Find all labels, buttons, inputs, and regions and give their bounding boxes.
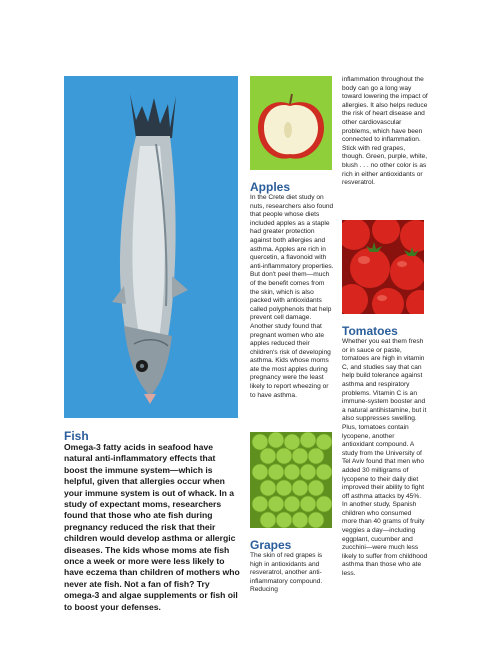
fish-heading: Fish	[64, 429, 89, 443]
fish-body: Omega-3 fatty acids in seafood have natural anti-inflammatory effects that boost the immune system—which is helpful, given that allergies occur when your immune system is out of whack. In a study of expectant moms, researchers found that those who ate fish during pregnancy reduced the risk that their children would develop asthma or allergic diseases. The kids whose moms ate fish once a week or more were less likely to have eczema than children of mothers who never ate fish. Not a fan of fish? Try omega-3 and algae supplements or fish oil to boost your defenses.	[64, 442, 240, 612]
tomatoes-heading: Tomatoes	[342, 324, 398, 338]
tomatoes-body: Whether you eat them fresh or in sauce or paste, tomatoes are high in vitamin C, and studies say that can help build tolerance against asthma and respiratory problems. Vitamin C is an immune-system booster and a natural antihistamine, but it also suppresses swelling. Plus, tomatoes contain lycopene, another antioxidant compound. A study from the University of Tel Aviv found that men who added 30 milligrams of lycopene to their daily diet improved their ability to fight off asthma attacks by 45%. In another study, Spanish children who consumed more than 40 grams of fruity veggies a day—including eggplant, cucumber and zucchini—were much less likely to suffer from childhood asthma than those who ate less.	[342, 338, 428, 578]
apples-heading: Apples	[250, 180, 291, 194]
grapes-photo	[250, 432, 332, 528]
apples-body: In the Crete diet study on nuts, researchers also found that people whose diets included apples as a staple had greater protection against both allergies and asthma. Apples are rich in quercetin, a flavonoid with anti-inflammatory properties. But don't peel them—much of the benefit comes from the skin, which is also packed with antioxidants called polyphenols that help prevent cell damage. Another study found that pregnant women who ate apples reduced their children's risk of developing asthma. Kids whose moms ate the most apples during pregnancy were the least likely to report wheezing or to have asthma.	[250, 194, 334, 399]
grapes-body: The skin of red grapes is high in antioxidants and resveratrol, another anti-inflammatory compound. Reducing	[250, 552, 323, 594]
tomato-photo	[342, 220, 424, 314]
apple-photo	[250, 76, 332, 170]
grapes-continued-body: inflammation throughout the body can go a long way toward lowering the impact of allergies. It also helps reduce the risk of heart disease and other cardiovascular problems, which have been connected to inflammation. Stick with red grapes, though. Green, purple, white, blush . . . no other color is as rich in either antioxidants or resveratrol.	[342, 76, 428, 187]
grapes-heading: Grapes	[250, 538, 292, 552]
fish-photo	[64, 76, 238, 418]
